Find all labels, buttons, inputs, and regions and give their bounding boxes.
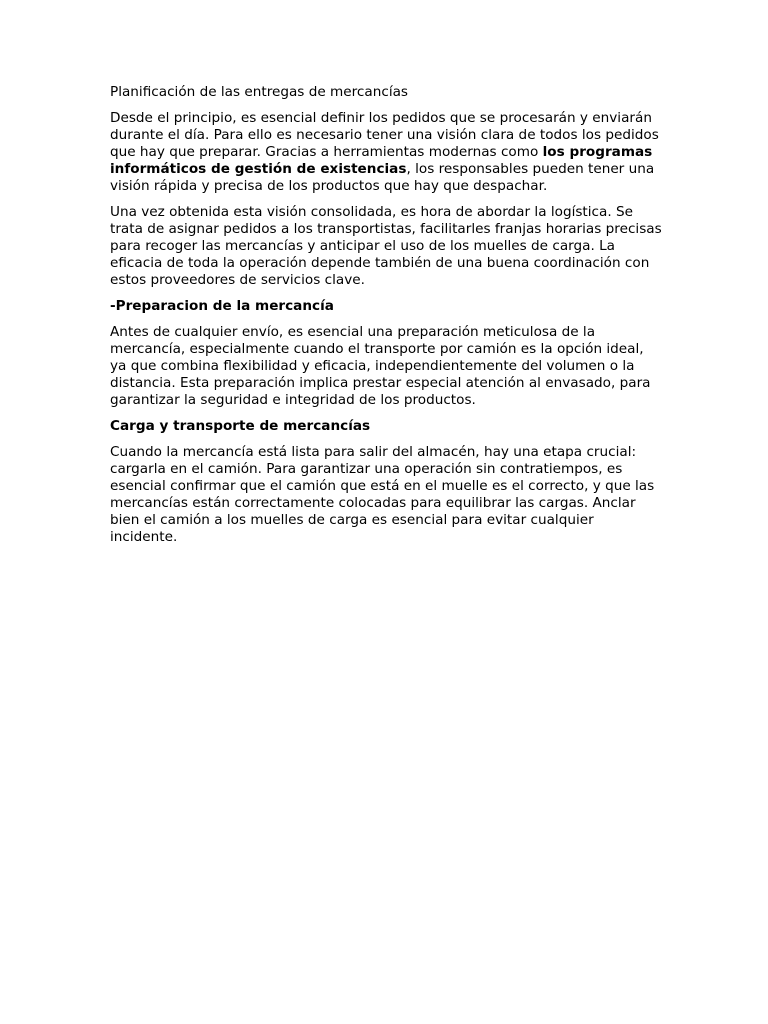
intro-text-end: , los responsables pueden tener una visión rápida y precisa de los productos que hay que despachar.: [110, 161, 655, 194]
section-body-carga: Cuando la mercancía está lista para salir del almacén, hay una etapa crucial: cargarla en el camión. Para garantizar una operación sin contratiempos, es esencial confirmar que el camión que está en el muelle es el correcto, y que las mercancías están correctamente colocadas para equilibrar las cargas. Anclar bien el camión a los muelles de carga es esencial para evitar cualquier incidente.: [110, 444, 655, 545]
document-title: Planificación de las entregas de mercancías: [110, 84, 409, 100]
document-body: [110, 84, 662, 555]
logistics-paragraph: Una vez obtenida esta visión consolidada, es hora de abordar la logística. Se trata de asignar pedidos a los transportistas, facilitarles franjas horarias precisas para recoger las mercancías y anticipar el uso de los muelles de carga. La eficacia de toda la operación depende también de una buena coordinación con estos proveedores de servicios clave.: [110, 204, 662, 288]
intro-paragraph: [110, 110, 662, 195]
intro-bold-phrase: los programas informáticos de gestión de existencias: [110, 144, 653, 177]
intro-text-start: Desde el principio, es esencial definir los pedidos que se procesarán y enviarán durante el día. Para ello es necesario tener una visión clara de todos los pedidos que hay que preparar. Gracias a herramientas modernas como: [110, 110, 659, 160]
section-heading-preparacion: -Preparacion de la mercancía: [110, 298, 334, 314]
section-body-preparacion: Antes de cualquier envío, es esencial una preparación meticulosa de la mercancía, especialmente cuando el transporte por camión es la opción ideal, ya que combina flexibilidad y eficacia, independientemente del volumen o la distancia. Esta preparación implica prestar especial atención al envasado, para garantizar la seguridad e integridad de los productos.: [110, 324, 651, 408]
section-heading-carga: Carga y transporte de mercancías: [110, 418, 371, 434]
